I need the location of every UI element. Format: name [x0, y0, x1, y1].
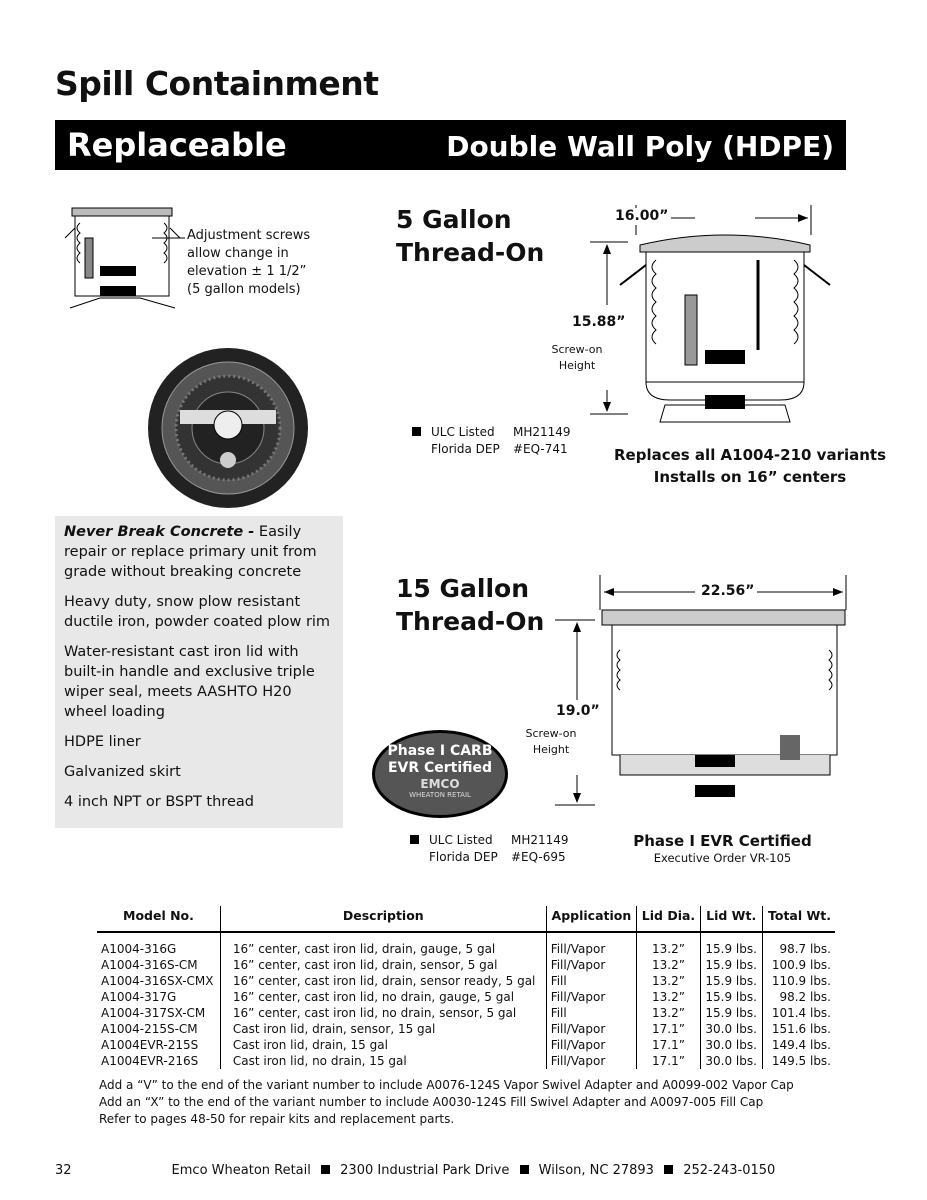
caption-line: Phase I EVR Certified	[633, 832, 812, 850]
fifteen-gallon-certifications	[410, 832, 569, 866]
table-cell: A1004-317SX-CM	[101, 1006, 206, 1020]
table-cell: 16” center, cast iron lid, no drain, gauge, 5 gal	[220, 989, 546, 1005]
table-cell: 149.5 lbs.	[762, 1053, 835, 1069]
heading-line: Thread-On	[396, 238, 545, 267]
table-cell: 16” center, cast iron lid, no drain, sensor, 5 gal	[220, 1005, 546, 1021]
page-footer	[55, 1163, 915, 1178]
table-cell: 30.0 lbs.	[700, 1037, 762, 1053]
table-cell: Fill	[546, 973, 636, 989]
table-cell: 13.2”	[637, 957, 701, 973]
table-cell: Cast iron lid, drain, 15 gal	[220, 1037, 546, 1053]
note-line: Refer to pages 48-50 for repair kits and replacement parts.	[99, 1112, 455, 1126]
table-section	[97, 906, 857, 1128]
table-notes	[99, 1077, 857, 1128]
carb-evr-badge	[372, 730, 508, 818]
table-row	[97, 989, 835, 1005]
fifteen-gallon-heading	[396, 572, 544, 638]
table-cell: 15.9 lbs.	[700, 957, 762, 973]
table-cell: 13.2”	[637, 932, 701, 957]
table-cell: Fill/Vapor	[546, 1053, 636, 1069]
label-line: Height	[558, 359, 596, 372]
note-line: allow change in	[187, 246, 289, 261]
heading-line: 5 Gallon	[396, 205, 512, 234]
badge-line: EVR Certified	[387, 760, 493, 776]
table-cell: A1004-317G	[101, 990, 177, 1004]
cert-label: ULC Listed	[429, 833, 493, 847]
table-cell: 98.7 lbs.	[762, 932, 835, 957]
table-cell: 30.0 lbs.	[700, 1021, 762, 1037]
column-header: Model No.	[97, 906, 220, 932]
table-cell: A1004-316G	[101, 942, 177, 956]
adjustment-note	[187, 227, 310, 299]
footer-phone: 252-243-0150	[683, 1163, 776, 1178]
table-cell: Cast iron lid, drain, sensor, 15 gal	[220, 1021, 546, 1037]
table-cell: 15.9 lbs.	[700, 973, 762, 989]
height-dimension: 19.0”	[556, 703, 600, 719]
note-line: (5 gallon models)	[187, 282, 301, 297]
table-cell: 30.0 lbs.	[700, 1053, 762, 1069]
table-cell: A1004EVR-216S	[101, 1054, 199, 1068]
table-row	[97, 932, 835, 957]
feature-item: Galvanized skirt	[64, 764, 181, 780]
column-header: Description	[220, 906, 546, 932]
table-cell: 17.1”	[637, 1037, 701, 1053]
table-cell: Fill/Vapor	[546, 989, 636, 1005]
footer-company: Emco Wheaton Retail	[171, 1163, 311, 1178]
cert-value: MH21149	[511, 833, 569, 847]
fifteen-gallon-diagram	[550, 570, 850, 810]
note-line: Add a “V” to the end of the variant number to include A0076-124S Vapor Swivel Adapter and A0099-002 Vapor Cap	[99, 1078, 794, 1092]
page-number: 32	[55, 1163, 72, 1178]
table-cell: 15.9 lbs.	[700, 932, 762, 957]
separator-square-icon	[520, 1165, 529, 1174]
table-cell: 13.2”	[637, 989, 701, 1005]
cert-value: #EQ-695	[511, 850, 566, 864]
features-box	[55, 516, 343, 828]
table-cell: 16” center, cast iron lid, drain, sensor ready, 5 gal	[220, 973, 546, 989]
section-banner	[55, 120, 846, 170]
table-cell: 151.6 lbs.	[762, 1021, 835, 1037]
table-cell: 17.1”	[637, 1021, 701, 1037]
column-header: Total Wt.	[762, 906, 835, 932]
five-gallon-heading	[396, 203, 544, 269]
five-gallon-caption	[585, 444, 915, 488]
cert-label: ULC Listed	[431, 425, 495, 439]
table-row	[97, 1053, 835, 1069]
table-cell: Cast iron lid, no drain, 15 gal	[220, 1053, 546, 1069]
note-line: Adjustment screws	[187, 228, 311, 243]
table-row	[97, 973, 835, 989]
table-cell: Fill/Vapor	[546, 957, 636, 973]
lid-top-view-image	[145, 345, 311, 511]
note-line: elevation ± 1 1/2”	[187, 264, 307, 279]
table-row	[97, 957, 835, 973]
table-cell: A1004-215S-CM	[101, 1022, 198, 1036]
table-cell: Fill/Vapor	[546, 932, 636, 957]
heading-line: Thread-On	[396, 607, 545, 636]
table-cell: 149.4 lbs.	[762, 1037, 835, 1053]
cert-label: Florida DEP	[429, 850, 498, 864]
table-cell: A1004-316SX-CMX	[101, 974, 214, 988]
table-cell: 16” center, cast iron lid, drain, sensor, 5 gal	[220, 957, 546, 973]
table-cell: Fill/Vapor	[546, 1021, 636, 1037]
badge-line: Phase I CARB	[387, 743, 493, 759]
table-row	[97, 1021, 835, 1037]
table-cell: Fill/Vapor	[546, 1037, 636, 1053]
table-cell: 15.9 lbs.	[700, 1005, 762, 1021]
width-dimension: 22.56”	[698, 583, 757, 600]
cert-value: MH21149	[513, 425, 571, 439]
label-line: Screw-on	[525, 727, 577, 740]
model-table	[97, 906, 835, 1069]
adjustment-diagram	[60, 198, 185, 323]
page-title: Spill Containment	[55, 64, 379, 103]
feature-item: HDPE liner	[64, 734, 141, 750]
table-cell: 13.2”	[637, 1005, 701, 1021]
label-line: Screw-on	[551, 343, 603, 356]
five-gallon-certifications	[412, 424, 571, 458]
bullet-square-icon	[410, 835, 419, 844]
column-header: Lid Dia.	[637, 906, 701, 932]
table-cell: 15.9 lbs.	[700, 989, 762, 1005]
badge-logo: EMCO	[420, 777, 460, 791]
table-cell: A1004-316S-CM	[101, 958, 198, 972]
feature-item: Water-resistant cast iron lid with built-in handle and exclusive triple wiper seal, meets AASHTO H20 wheel loading	[64, 644, 315, 720]
feature-text: Easily repair or replace primary unit from grade without breaking concrete	[64, 524, 317, 580]
separator-square-icon	[664, 1165, 673, 1174]
height-label	[520, 726, 582, 758]
table-cell: 98.2 lbs.	[762, 989, 835, 1005]
separator-square-icon	[321, 1165, 330, 1174]
feature-item: 4 inch NPT or BSPT thread	[64, 794, 254, 810]
height-dimension: 15.88”	[572, 314, 626, 330]
caption-line: Replaces all A1004-210 variants	[613, 446, 887, 464]
table-row	[97, 1037, 835, 1053]
feature-item	[64, 522, 334, 582]
bullet-square-icon	[412, 427, 421, 436]
table-cell: 17.1”	[637, 1053, 701, 1069]
fifteen-gallon-caption	[605, 832, 840, 866]
footer-city: Wilson, NC 27893	[538, 1163, 654, 1178]
cert-value: #EQ-741	[513, 442, 568, 456]
feature-lead: Never Break Concrete -	[64, 524, 255, 540]
badge-sub: WHEATON RETAIL	[409, 791, 471, 799]
note-line: Add an “X” to the end of the variant number to include A0030-124S Fill Swivel Adapter and A0097-005 Fill Cap	[99, 1095, 764, 1109]
table-cell: 101.4 lbs.	[762, 1005, 835, 1021]
table-cell: 16” center, cast iron lid, drain, gauge, 5 gal	[220, 932, 546, 957]
footer-address: 2300 Industrial Park Drive	[340, 1163, 510, 1178]
caption-line: Installs on 16” centers	[653, 468, 847, 486]
caption-line: Executive Order VR-105	[653, 851, 792, 865]
column-header: Application	[546, 906, 636, 932]
table-header-row	[97, 906, 835, 932]
column-header: Lid Wt.	[700, 906, 762, 932]
cert-label: Florida DEP	[431, 442, 500, 456]
table-cell: 13.2”	[637, 973, 701, 989]
feature-item: Heavy duty, snow plow resistant ductile iron, powder coated plow rim	[64, 594, 331, 630]
banner-left: Replaceable	[67, 126, 287, 164]
width-dimension: 16.00”	[612, 208, 671, 225]
banner-right: Double Wall Poly (HDPE)	[446, 130, 834, 163]
table-cell: 100.9 lbs.	[762, 957, 835, 973]
table-cell: Fill	[546, 1005, 636, 1021]
heading-line: 15 Gallon	[396, 574, 529, 603]
table-cell: A1004EVR-215S	[101, 1038, 199, 1052]
height-label	[546, 342, 608, 374]
table-cell: 110.9 lbs.	[762, 973, 835, 989]
table-row	[97, 1005, 835, 1021]
label-line: Height	[532, 743, 570, 756]
